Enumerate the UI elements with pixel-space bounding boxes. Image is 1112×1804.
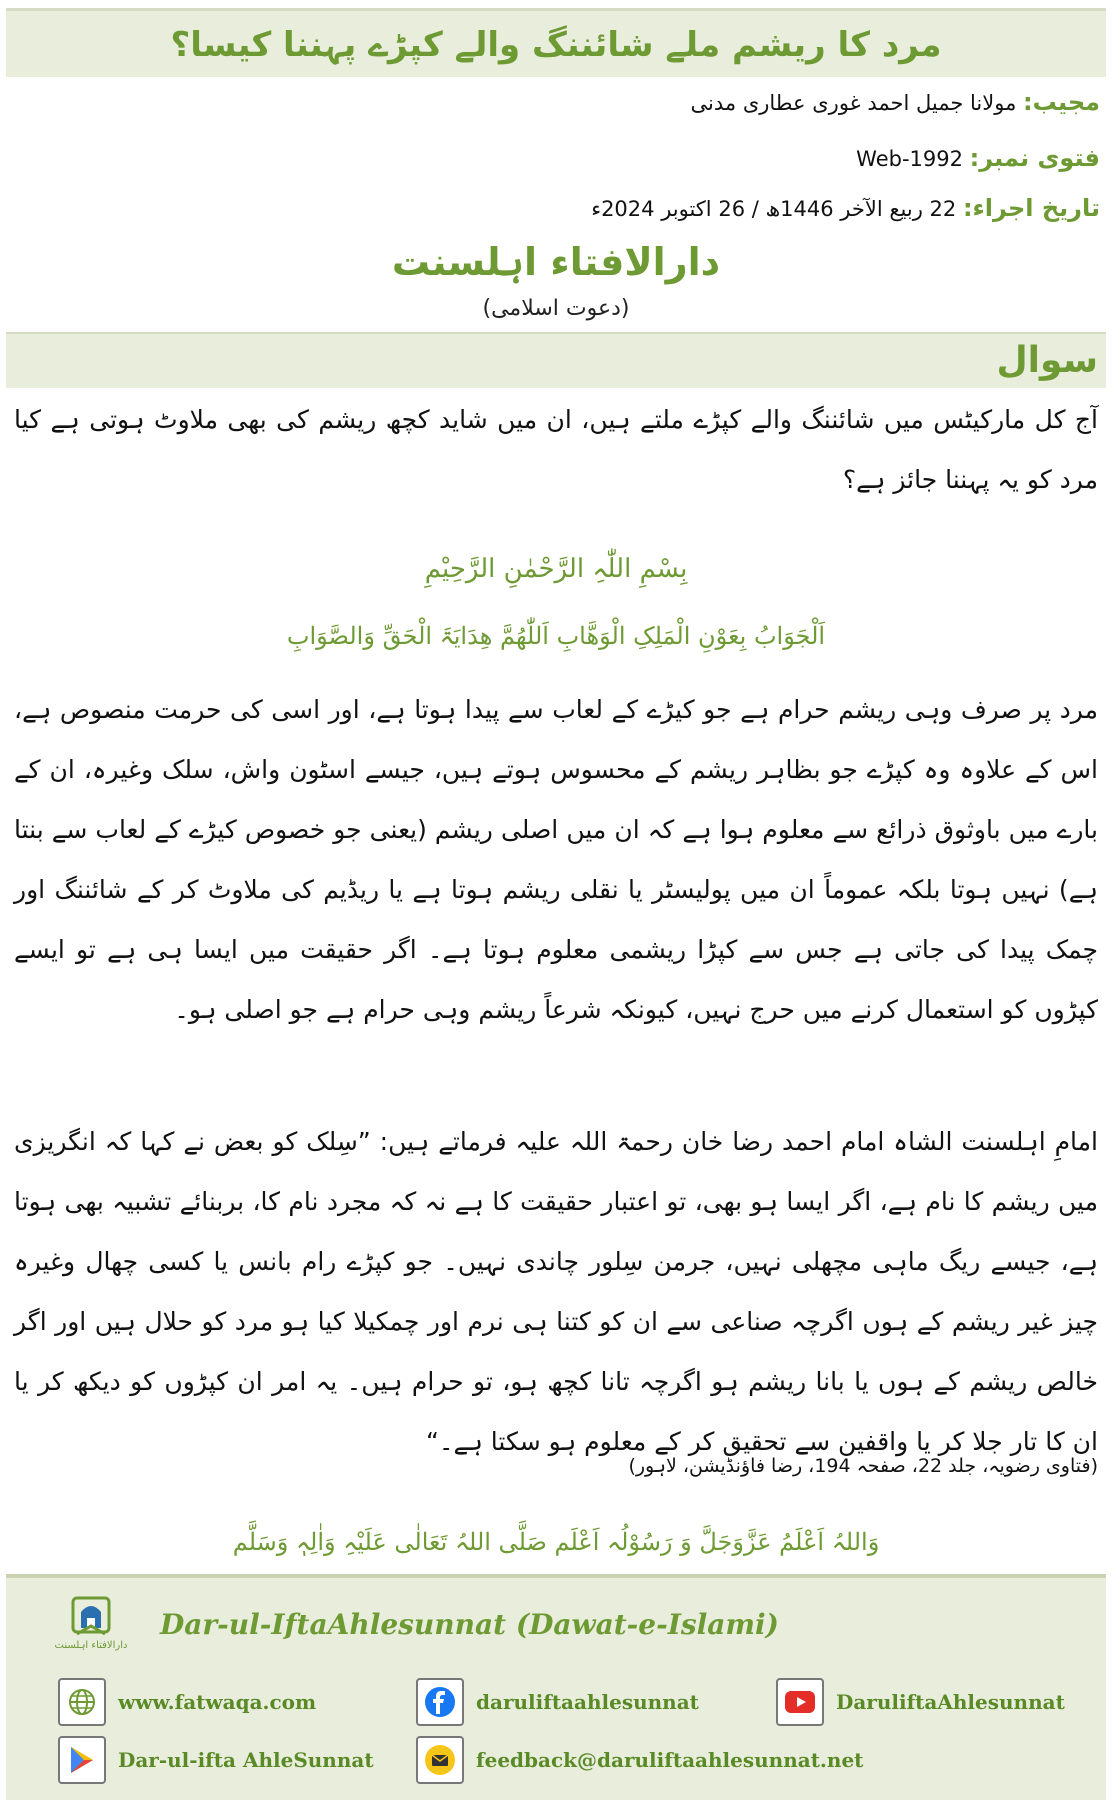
fatwa-number-label: فتوی نمبر:	[969, 144, 1100, 172]
institution-name: دارالافتاء اہلسنت	[391, 240, 721, 284]
website-text: www.fatwaqa.com	[118, 1690, 317, 1714]
question-text: آج کل مارکیٹس میں شائننگ والے کپڑے ملتے ہیں، ان میں شاید کچھ ریشم کی بھی ملاوٹ ہوتی ہے کیا مرد کو یہ پہننا جائز ہے؟	[14, 405, 1098, 494]
bismillah: بِسْمِ اللّٰہِ الرَّحْمٰنِ الرَّحِیْمِ	[424, 554, 688, 584]
email-icon	[416, 1736, 464, 1784]
playstore-text: Dar-ul-ifta AhleSunnat	[118, 1748, 374, 1772]
answer-paragraph-2: امامِ اہلسنت الشاہ امام احمد رضا خان رحمۃ اللہ علیہ فرماتے ہیں: ”سِلک کو بعض نے کہا کہ انگریزی میں ریشم کا نام ہے، اگر ایسا ہو بھی، تو اعتبار حقیقت کا ہے نہ کہ مجرد نام کا، بربنائے تشبیہ بھی ہوتا ہے، جیسے ریگ ماہی مچھلی نہیں، جرمن سِلور چاندی نہیں۔ جو کپڑے رام بانس یا کسی چھال وغیرہ چیز غیر ریشم کے ہوں اگرچہ صناعی سے ان کو کتنا ہی نرم اور چمکیلا کیا ہو مرد کو حلال ہیں اور اگر خالص ریشم کے ہوں یا بانا ریشم ہو اگرچہ تانا کچھ ہو، تو حرام ہیں۔ یہ امر ان کپڑوں کو دیکھ کر یا ان کا تار جلا کر یا واقفین سے تحقیق کر کے معلوم ہو سکتا ہے۔“	[14, 1127, 1098, 1456]
play-store-icon	[58, 1736, 106, 1784]
fatwa-number-value: Web-1992	[856, 147, 963, 171]
email-text: feedback@daruliftaahlesunnat.net	[476, 1748, 864, 1772]
page-title: مرد کا ریشم ملے شائننگ والے کپڑے پہننا کیسا؟	[170, 24, 942, 65]
answer-opening: اَلْجَوَابُ بِعَوْنِ الْمَلِکِ الْوَھَّابِ اَللّٰھُمَّ ھِدَایَۃَ الْحَقِّ وَالصَّوَابِ	[286, 622, 826, 650]
youtube-text: DaruliftaAhlesunnat	[836, 1690, 1065, 1714]
facebook-text: daruliftaahlesunnat	[476, 1690, 699, 1714]
fatwa-number-row	[856, 144, 1100, 172]
footer	[6, 1574, 1106, 1800]
reference-citation: (فتاوی رضویہ، جلد 22، صفحہ 194، رضا فاؤنڈیشن، لاہور)	[628, 1455, 1098, 1477]
playstore-link[interactable]	[58, 1736, 374, 1784]
closing-dua: وَاللہُ اَعْلَمُ عَزَّوَجَلَّ وَ رَسُوْلُہ اَعْلَم صَلَّی اللہُ تَعَالٰی عَلَیْہِ وَاٰلِہٖ وَسَلَّم	[232, 1528, 880, 1556]
issue-date-label: تاریخ اجراء:	[962, 194, 1100, 222]
mujeeb-value: مولانا جمیل احمد غوری عطاری مدنی	[690, 91, 1017, 115]
logo-text: دارالافتاء اہلسنت	[54, 1640, 128, 1651]
page-title-bar	[6, 8, 1106, 77]
logo	[46, 1590, 136, 1676]
mujeeb-label: مجیب:	[1023, 88, 1100, 116]
email-link[interactable]	[416, 1736, 863, 1784]
question-header	[6, 332, 1106, 388]
youtube-link[interactable]	[776, 1678, 1065, 1726]
website-link[interactable]	[58, 1678, 316, 1726]
answer-paragraph-1: مرد پر صرف وہی ریشم حرام ہے جو کیڑے کے لعاب سے پیدا ہوتا ہے، اور اسی کی حرمت منصوص ہے، اس کے علاوہ وہ کپڑے جو بظاہر ریشم کے محسوس ہوتے ہیں، جیسے اسٹون واش، سلک وغیرہ، ان کے بارے میں باوثوق ذرائع سے معلوم ہوا ہے کہ ان میں اصلی ریشم (یعنی جو خصوص کیڑے کے لعاب سے بنتا ہے) نہیں ہوتا بلکہ عموماً ان میں پولیسٹر یا نقلی ریشم ہوتا ہے یا ریڈیم کی ملاوٹ کر کے شائننگ اور چمک پیدا کی جاتی ہے جس سے کپڑا ریشمی معلوم ہوتا ہے۔ اگر حقیقت میں ایسا ہی ہے تو ایسے کپڑوں کو استعمال کرنے میں حرج نہیں، کیونکہ شرعاً ریشم وہی حرام ہے جو اصلی ہو۔	[14, 695, 1098, 1024]
facebook-icon	[416, 1678, 464, 1726]
institution-sub: (دعوت اسلامی)	[482, 296, 630, 321]
globe-icon	[58, 1678, 106, 1726]
footer-brand: Dar-ul-IftaAhlesunnat (Dawat-e-Islami)	[160, 1608, 779, 1641]
youtube-icon	[776, 1678, 824, 1726]
issue-date-row	[591, 194, 1100, 222]
fatwa-page	[6, 4, 1106, 1800]
issue-date-value: 22 ربیع الآخر 1446ھ / 26 اکتوبر 2024ء	[591, 197, 957, 221]
mosque-logo-icon	[67, 1590, 115, 1640]
question-label: سوال	[996, 340, 1098, 381]
facebook-link[interactable]	[416, 1678, 699, 1726]
mujeeb-row	[691, 88, 1100, 116]
